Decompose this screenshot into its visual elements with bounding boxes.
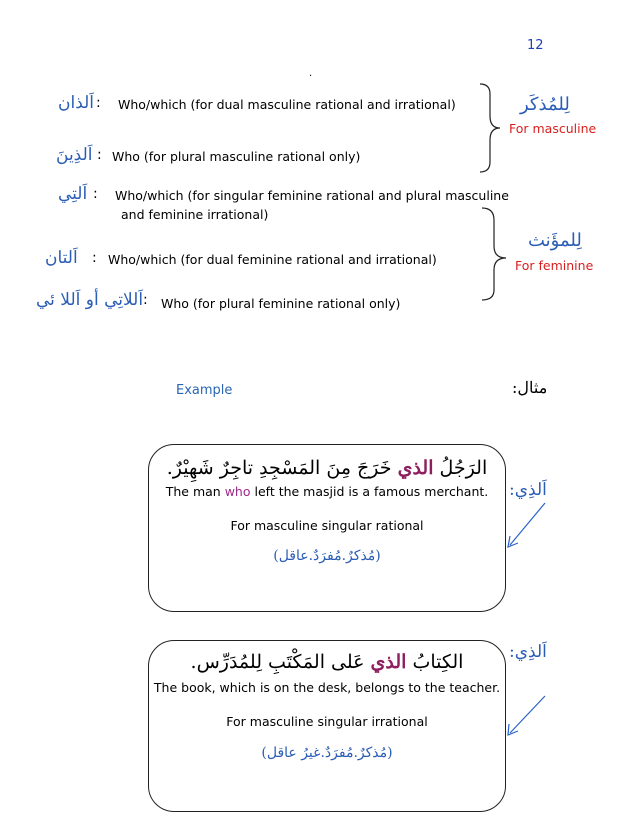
feminine-brace <box>482 208 506 300</box>
pronoun-separator-5: : <box>143 292 148 308</box>
pronoun-separator-1: : <box>96 95 101 111</box>
pronoun-separator-3: : <box>93 186 98 202</box>
feminine-group-arabic: لِلمؤَنث <box>528 230 582 251</box>
example-label: Example <box>176 383 233 398</box>
stray-dot: . <box>309 68 313 79</box>
pronoun-separator-2: : <box>97 147 102 163</box>
box2-arabic-before: الكِتابُ <box>406 651 464 673</box>
pronoun-arabic-5: اَللاتِي أو اَللا ئي <box>36 290 144 310</box>
pronoun-arabic-3: اَلتِي <box>58 184 88 204</box>
pronoun-english-1: Who/which (for dual masculine rational and irrational) <box>118 97 456 112</box>
masculine-brace <box>480 84 500 172</box>
pronoun-english-2: Who (for plural masculine rational only) <box>112 149 361 164</box>
box1-arabic-note: (مُذكرٌ.مُفرَدٌ.عاقل) <box>273 548 381 564</box>
example-arabic-label: مثال: <box>512 378 548 397</box>
arrow-to-box-1 <box>508 503 545 547</box>
feminine-group-label: For feminine <box>515 258 594 273</box>
box2-arabic-after: عَلى المَكْتَبِ لِلمُدَرِّس. <box>190 651 371 673</box>
masculine-group-label: For masculine <box>509 121 597 136</box>
pronoun-english-3: Who/which (for singular feminine rational and plural masculine <box>115 188 509 203</box>
box1-english-sentence <box>149 484 505 499</box>
box1-grammar-note: For masculine singular rational <box>230 518 424 533</box>
pronoun-separator-4: : <box>92 250 97 266</box>
arrow-to-box-2 <box>508 696 545 735</box>
box1-arabic-before: الرَجُلُ <box>433 457 488 479</box>
pronoun-arabic-4: اَلتان <box>45 248 78 268</box>
box1-english-before: The man <box>165 484 225 499</box>
example-box-2 <box>148 640 506 812</box>
pronoun-english-3-line2: and feminine irrational) <box>121 207 269 222</box>
box1-side-label: اَلذِي: <box>509 480 547 500</box>
box2-arabic-highlight: الذي <box>370 651 407 673</box>
box2-arabic-note: (مُذكرٌ.مُفرَدٌ.غيرُ عاقل) <box>261 745 393 761</box>
pronoun-arabic-2: اَلذِينَ <box>56 145 93 165</box>
box2-side-label: اَلذِي: <box>509 642 547 662</box>
box1-arabic-highlight: الذي <box>397 457 434 479</box>
box1-english-after: left the masjid is a famous merchant. <box>250 484 489 499</box>
box1-arabic-sentence <box>149 457 505 479</box>
example-box-1 <box>148 444 506 612</box>
pronoun-english-5: Who (for plural feminine rational only) <box>161 296 401 311</box>
box2-arabic-sentence <box>149 651 505 673</box>
box1-arabic-after: خَرَجَ مِنَ المَسْجِدِ تاجِرٌ شَهِيْرٌ. <box>166 457 398 479</box>
box2-grammar-note: For masculine singular irrational <box>226 714 428 729</box>
pronoun-arabic-1: اَلذان <box>58 93 95 113</box>
box2-english-sentence <box>149 680 505 695</box>
page-number: 12 <box>527 38 544 53</box>
box2-english-before: The book, which is on the desk, belongs to the teacher. <box>153 680 501 695</box>
box1-english-highlight: who <box>224 484 251 499</box>
masculine-group-arabic: لِلمُذكَر <box>520 94 570 115</box>
pronoun-english-4: Who/which (for dual feminine rational and irrational) <box>108 252 437 267</box>
